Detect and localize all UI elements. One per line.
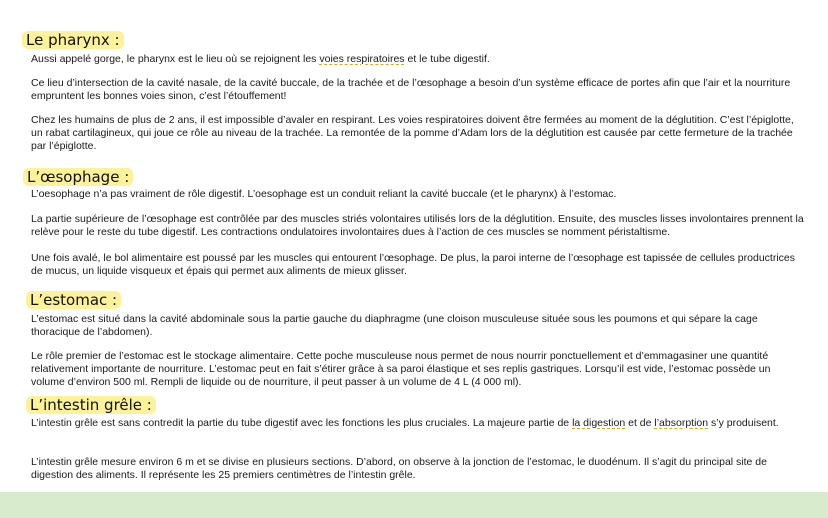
paragraph-oesophage-1: L’oesophage n’a pas vraiment de rôle digestif. L’oesophage est un conduit reliant la cavité buccale (et le pharynx) à l’estomac. [31, 188, 617, 200]
paragraph-oesophage-2: La partie supérieure de l’œsophage est contrôlée par des muscles striés volontaires utilisés lors de la déglutition. Ensuite, des muscles lisses involontaires prennent la relève pour le reste du tube digestif. Les contractions ondulatoires involontaires dues à l’action de ces muscles se nomment péristaltisme. [31, 213, 804, 238]
paragraph-intestin-2: L’intestin grêle mesure environ 6 m et se divise en plusieurs sections. D’abord, on observe à la jonction de l’estomac, le duodénum. Il s’agit du principal site de digestion des aliments. Il représente les 25 premiers centimètres de l’intestin grêle. [31, 456, 767, 481]
heading-estomac: L’estomac : [26, 291, 121, 309]
heading-pharynx: Le pharynx : [22, 31, 124, 49]
link-la-digestion[interactable]: la digestion [572, 417, 626, 429]
paragraph-pharynx-2: Ce lieu d’intersection de la cavité nasale, de la cavité buccale, de la trachée et de l’œsophage a besoin d’un système efficace de portes afin que l’air et la nourriture empruntent les bonnes voies sinon, c’est l’étouffement! [31, 77, 791, 102]
paragraph-intestin-1 [31, 417, 806, 430]
text-span: Aussi appelé gorge, le pharynx est le lieu où se rejoignent les [31, 53, 320, 65]
link-voies-respiratoires[interactable]: voies respiratoires [319, 53, 405, 65]
text-span: et de [625, 417, 655, 429]
footer-band [0, 492, 828, 518]
paragraph-estomac-2: Le rôle premier de l’estomac est le stockage alimentaire. Cette poche musculeuse nous permet de nous nourrir ponctuellement et d’emmagasiner une quantité relativement importante de nourriture. L’estomac peut en fait s’étirer grâce à sa paroi élastique et ses replis gastriques. Lorsqu’il est vide, l’estomac possède un volume d’environ 500 ml. Rempli de liquide ou de nourriture, il peut passer à un volume de 4 L (4 000 ml). [31, 350, 771, 388]
text-span: s’y produisent. [708, 417, 779, 429]
text-span: et le tube digestif. [404, 53, 490, 65]
paragraph-estomac-1: L’estomac est situé dans la cavité abdominale sous la partie gauche du diaphragme (une cloison musculeuse située sous les poumons et qui sépare la cage thoracique de l’abdomen). [31, 313, 758, 338]
text-span: L’intestin grêle est sans contredit la partie du tube digestif avec les fonctions les plus cruciales. La majeure partie de [31, 417, 573, 429]
link-absorption[interactable]: l’absorption [654, 417, 709, 429]
paragraph-pharynx-1 [31, 53, 806, 66]
paragraph-pharynx-3: Chez les humains de plus de 2 ans, il est impossible d’avaler en respirant. Les voies respiratoires doivent être fermées au moment de la déglutition. C’est l’épiglotte, un rabat cartilagineux, qui joue ce rôle au niveau de la trachée. La remontée de la pomme d’Adam lors de la déglutition est causée par cette fermeture de la trachée par l’épiglotte. [31, 114, 794, 152]
paragraph-oesophage-3: Une fois avalé, le bol alimentaire est poussé par les muscles qui entourent l’œsophage. De plus, la paroi interne de l’œsophage est tapissée de cellules productrices de mucus, un liquide visqueux et épais qui permet aux aliments de mieux glisser. [31, 252, 795, 277]
heading-oesophage: L’œsophage : [23, 168, 133, 186]
heading-intestin-grele: L’intestin grêle : [26, 396, 156, 414]
